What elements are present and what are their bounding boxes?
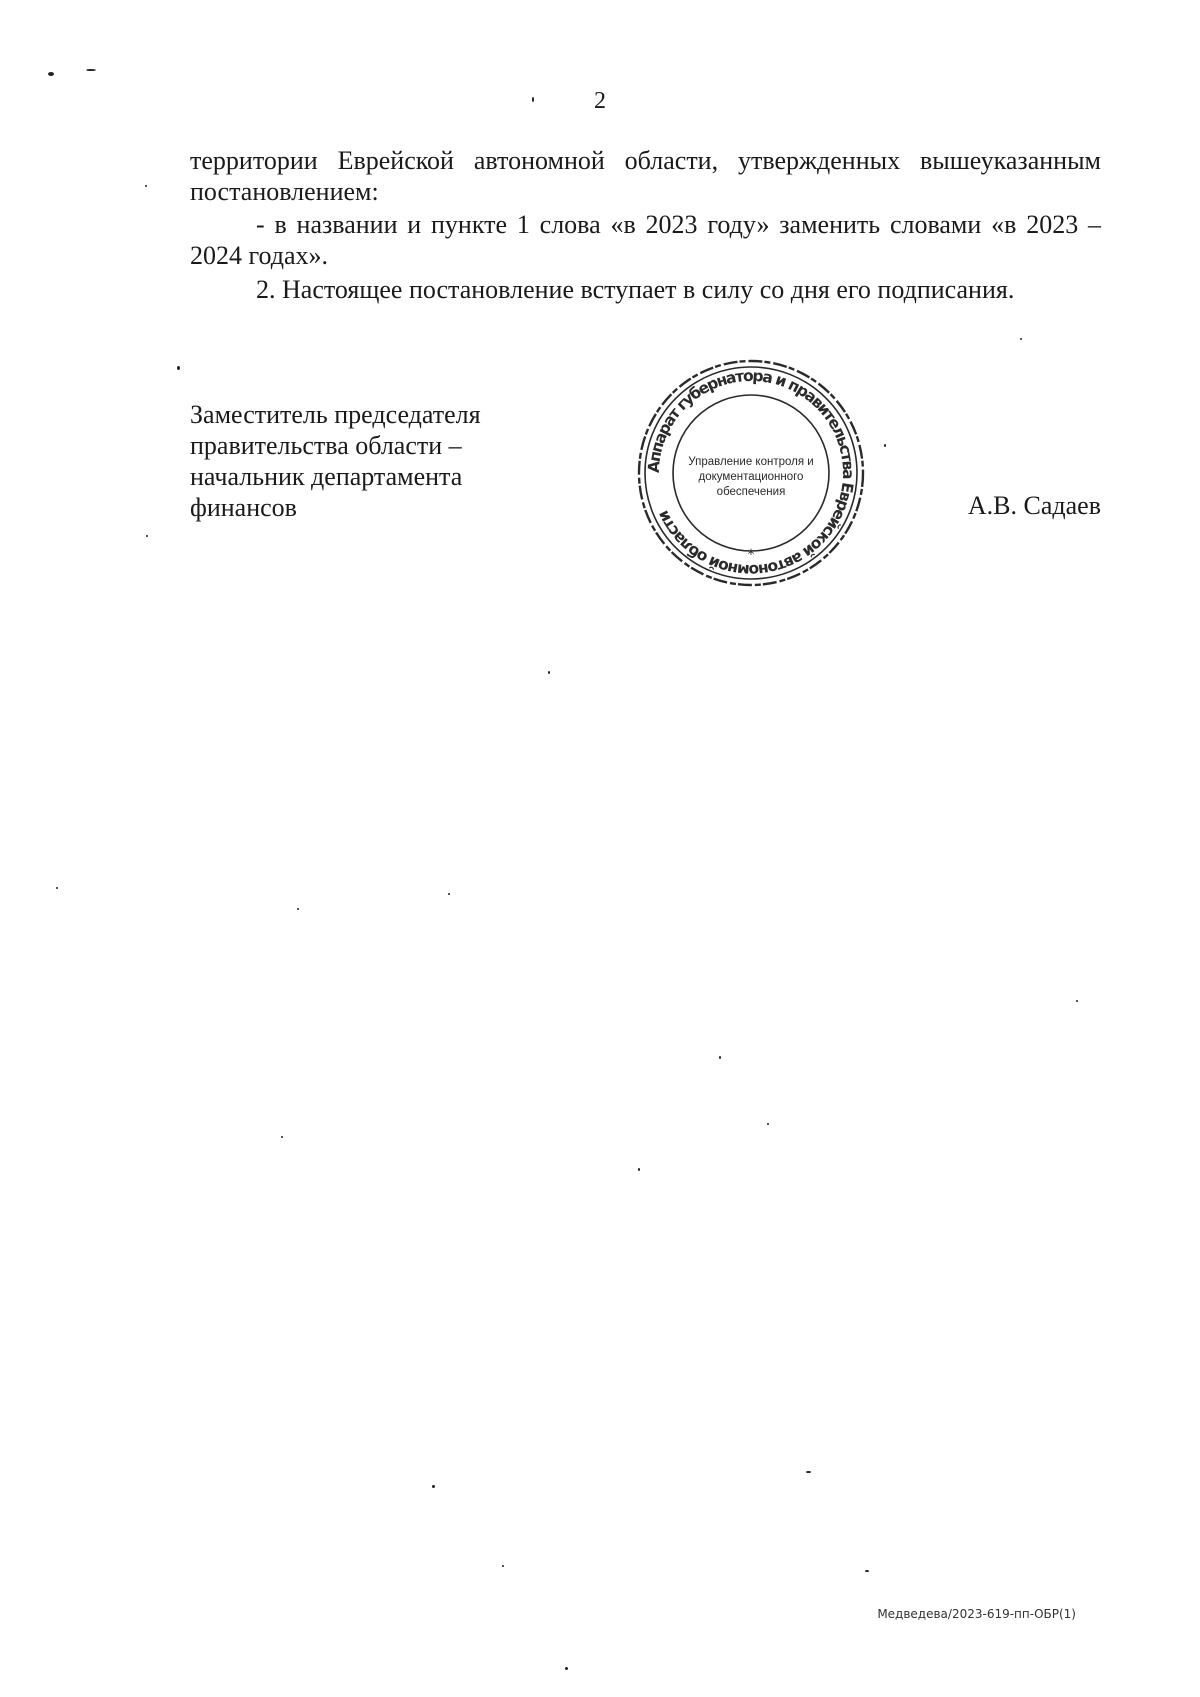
- scan-speck: [565, 1667, 568, 1670]
- scan-speck: [86, 69, 96, 71]
- scan-speck: [719, 1056, 721, 1059]
- scan-speck: [177, 366, 180, 370]
- body-paragraph-1: территории Еврейской автономной области, утвержденных вышеуказанным постановлением:: [190, 146, 1101, 206]
- scan-speck: [502, 1565, 504, 1567]
- scan-speck: [448, 893, 450, 895]
- signer-position-line: финансов: [190, 493, 297, 522]
- body-paragraph-3: 2. Настоящее постановление вступает в силу со дня его подписания.: [256, 275, 1015, 304]
- scan-speck: [56, 887, 58, 889]
- scan-speck: [767, 1123, 769, 1125]
- scan-speck: [532, 97, 534, 102]
- signer-name: А.В. Садаев: [967, 491, 1101, 520]
- scan-speck: [145, 185, 147, 187]
- page-number: 2: [594, 88, 606, 114]
- stamp-outer-text-path: Аппарат губернатора и правительства Еврейской автономной области: [644, 366, 858, 580]
- scan-speck: [48, 72, 54, 76]
- scan-speck: [1076, 1000, 1078, 1002]
- scan-speck: [884, 444, 886, 447]
- scan-speck: [638, 1168, 640, 1171]
- stamp-inner-line: Управление контроля и: [688, 456, 814, 468]
- signer-position: [190, 399, 550, 523]
- document-reference: Медведева/2023-619-пп-ОБР(1): [877, 1607, 1076, 1621]
- stamp-inner-line: документационного: [698, 471, 804, 483]
- body-paragraph-2: - в названии и пункте 1 слова «в 2023 году» заменить словами «в 2023 – 2024 годах».: [190, 210, 1101, 270]
- scan-speck: [281, 1136, 283, 1138]
- scan-speck: [432, 1485, 435, 1488]
- scan-speck: [865, 1570, 869, 1572]
- scan-speck: [806, 1471, 811, 1473]
- scan-speck: [1020, 338, 1022, 340]
- scan-speck: [297, 908, 299, 910]
- stamp-inner-line: обеспечения: [716, 486, 786, 498]
- signer-position-line: правительства области –: [190, 431, 462, 460]
- signer-position-line: Заместитель председателя: [190, 400, 481, 429]
- scan-speck: [146, 535, 148, 537]
- scan-speck: [548, 671, 550, 674]
- stamp-star-icon: *: [747, 547, 755, 563]
- signer-position-line: начальник департамента: [190, 462, 463, 491]
- official-stamp: [631, 353, 871, 593]
